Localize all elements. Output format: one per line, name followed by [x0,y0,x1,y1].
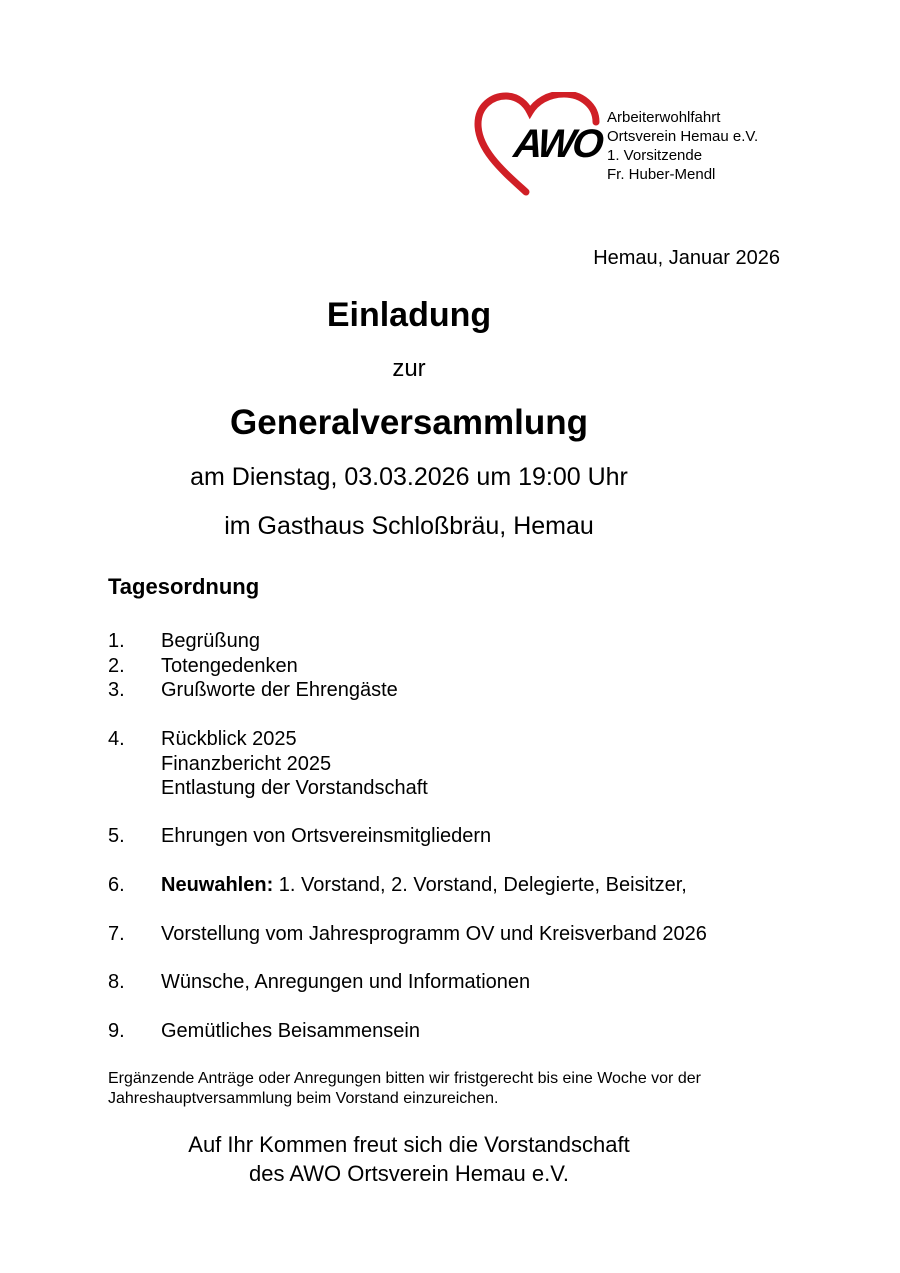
org-line: Fr. Huber-Mendl [607,166,716,183]
agenda-item-text: Grußworte der Ehrengäste [161,679,398,701]
agenda-item-text: Totengedenken [161,655,298,677]
place-and-date: Hemau, Januar 2026 [593,247,780,269]
agenda-item-text: Begrüßung [161,630,260,652]
agenda-item-number: 2. [108,655,125,677]
agenda-item-text: Wünsche, Anregungen und Informationen [161,971,531,993]
logo-wordmark: AWO [511,122,603,166]
agenda-item-bold-prefix: Neuwahlen: [161,874,274,896]
agenda-heading: Tagesordnung [108,574,260,599]
agenda-item-text [161,727,428,801]
org-line: Ortsverein Hemau e.V. [607,128,759,145]
org-line: Arbeiterwohlfahrt [607,109,721,126]
agenda-item-text: Ehrungen von Ortsvereinsmitgliedern [161,825,492,847]
awo-logo [474,92,604,198]
closing-greeting [0,1130,818,1188]
organization-address [607,108,758,184]
agenda-item-text [161,873,687,898]
closing-line: Auf Ihr Kommen freut sich die Vorstandschaft [188,1132,630,1157]
event-location: im Gasthaus Schloßbräu, Hemau [224,512,594,540]
agenda-item-number: 6. [108,874,125,896]
agenda-item-number: 7. [108,923,125,945]
agenda-item-number: 5. [108,825,125,847]
title-connector: zur [392,355,426,382]
note-line: Jahreshauptversammlung beim Vorstand einzureichen. [108,1090,499,1107]
note-line: Ergänzende Anträge oder Anregungen bitten wir fristgerecht bis eine Woche vor der [108,1070,701,1087]
event-date-time: am Dienstag, 03.03.2026 um 19:00 Uhr [190,463,628,491]
agenda-item-text: Gemütliches Beisammensein [161,1020,420,1042]
agenda-subline: Finanzbericht 2025 [161,752,332,775]
agenda-subline: Rückblick 2025 [161,728,297,750]
agenda-item-text: Vorstellung vom Jahresprogramm OV und Kreisverband 2026 [161,923,707,945]
agenda-item-number: 8. [108,971,125,993]
submission-note [108,1069,808,1109]
org-line: 1. Vorsitzende [607,147,703,164]
document-subtitle: Generalversammlung [230,403,588,442]
agenda-item-rest: 1. Vorstand, 2. Vorstand, Delegierte, Beisitzer, [273,874,687,896]
agenda-item-number: 1. [108,630,125,652]
agenda-item-number: 4. [108,728,125,750]
closing-line: des AWO Ortsverein Hemau e.V. [249,1161,569,1186]
document-title: Einladung [326,296,492,334]
agenda-item-number: 9. [108,1020,125,1042]
agenda-item-number: 3. [108,679,125,701]
agenda-subline: Entlastung der Vorstandschaft [161,777,428,799]
